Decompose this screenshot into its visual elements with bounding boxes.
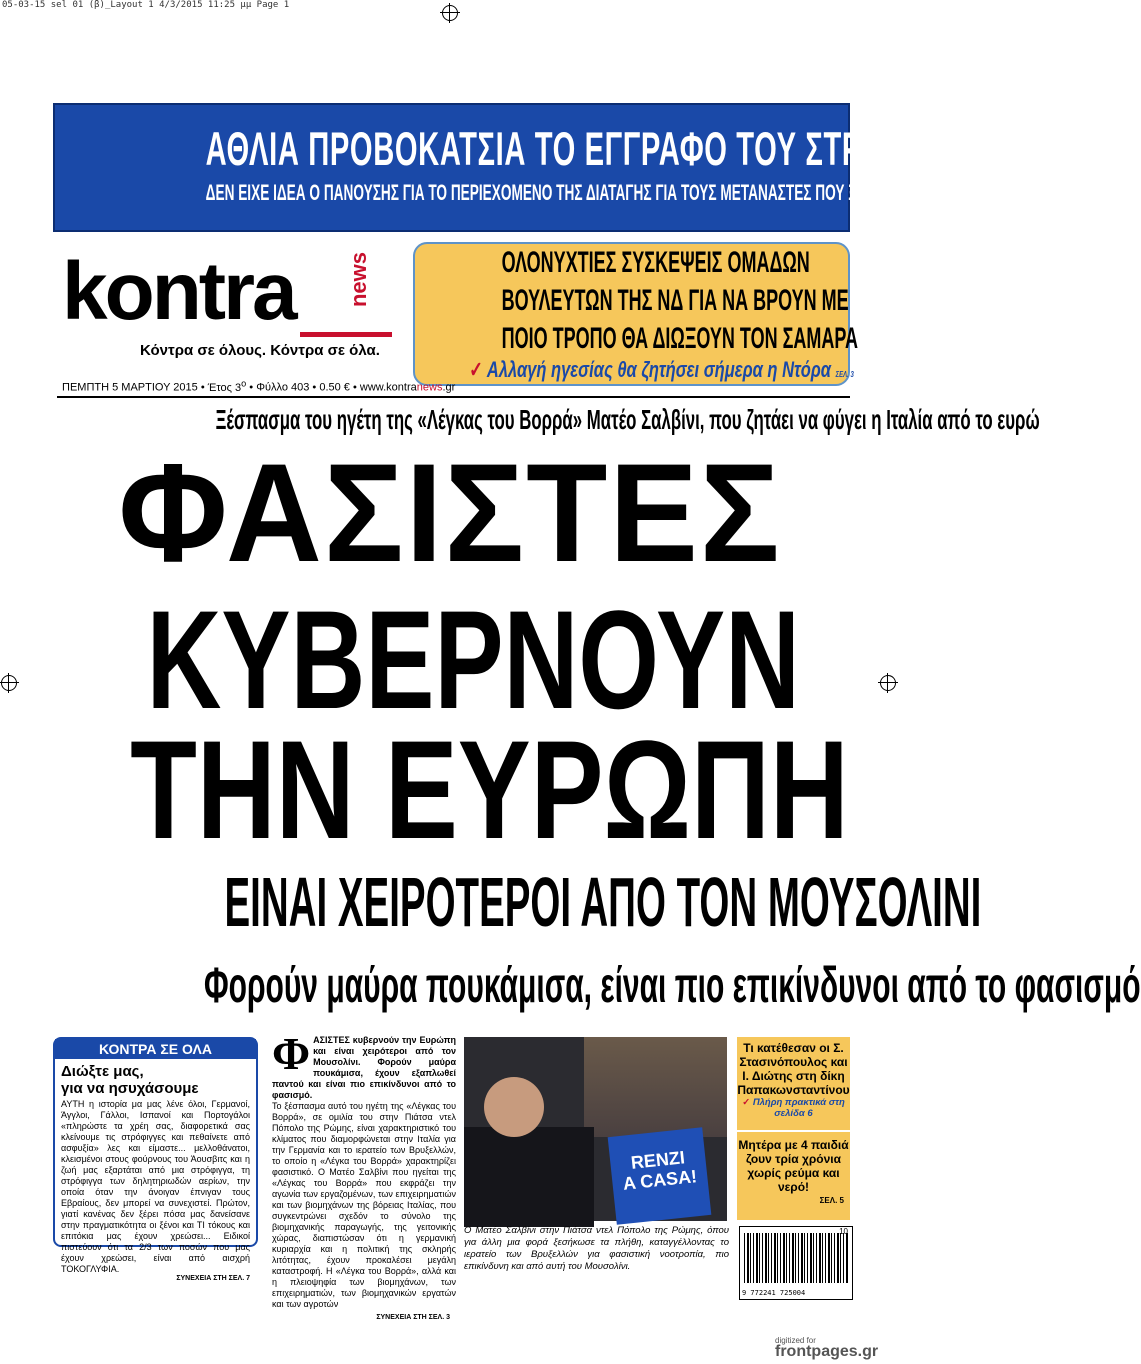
main-kicker: Ξέσπασμα του ηγέτη της «Λέγκας του Βορρά» Ματέο Σαλβίνι, που ζητάει να φύγει η Ιταλία από το ευρώ bbox=[215, 404, 1040, 435]
photo-speaker-head bbox=[484, 1077, 544, 1137]
side-teaser-sub: ✓ Πλήρη πρακτικά στη σελίδα 6 bbox=[742, 1097, 845, 1119]
photo-caption: Ο Ματέο Σαλβίνι στην Πιάτσα ντελ Πόπολο της Ρώμης, όπου για άλλη μια φορά ξεσήκωσε τα πλήθη, καταγγέλλοντας το ιερατείο των Βρυξελλών για φασιστική νοοτροπία, πιο επικίνδυνη και από αυτή του Μουσολίνι. bbox=[464, 1225, 729, 1272]
barcode bbox=[739, 1226, 853, 1300]
opinion-continue: ΣΥΝΕΧΕΙΑ ΣΤΗ ΣΕΛ. 7 bbox=[176, 1275, 250, 1282]
main-headline-line: ΚΥΒΕΡΝΟΥΝ bbox=[146, 581, 800, 738]
teaser-line: ΟΛΟΝΥΧΤΙΕΣ ΣΥΣΚΕΨΕΙΣ ΟΜΑΔΩΝ bbox=[501, 246, 810, 279]
main-article bbox=[272, 1028, 456, 1323]
side-teaser-text: Μητέρα με 4 παιδιά ζουν τρία χρόνια χωρίς ρεύμα και νερό! bbox=[738, 1138, 849, 1194]
article-photo bbox=[464, 1037, 727, 1221]
issue-date: ΠΕΜΠΤΗ 5 ΜΑΡΤΙΟΥ 2015 bbox=[62, 381, 198, 394]
teaser-box bbox=[413, 242, 859, 386]
opinion-title: Διώξτε μας, για να ησυχάσουμε bbox=[61, 1063, 199, 1097]
article-continue: ΣΥΝΕΧΕΙΑ ΣΤΗ ΣΕΛ. 3 bbox=[376, 1314, 450, 1321]
barcode-bars bbox=[744, 1233, 848, 1283]
side-teaser-page-ref: ΣΕΛ. 5 bbox=[819, 1196, 844, 1205]
issue-year: Έτος $3^o$ bbox=[207, 378, 247, 394]
side-teaser-trial bbox=[737, 1037, 850, 1130]
masthead-logo-suffix: news bbox=[346, 252, 371, 308]
masthead-logo: kontra bbox=[62, 246, 295, 337]
barcode-addon: 10 bbox=[839, 1227, 848, 1236]
dateline: ΠΕΜΠΤΗ 5 ΜΑΡΤΙΟΥ 2015 • Έτος $3^o$ • Φύλλο 403 • 0.50 € • www.kontranews.gr bbox=[62, 378, 456, 394]
main-subheadline: ΕΙΝΑΙ ΧΕΙΡΟΤΕΡΟΙ ΑΠΟ ΤΟΝ ΜΟΥΣΟΛΙΝΙ bbox=[224, 863, 982, 941]
registration-mark-icon bbox=[1, 675, 17, 691]
side-teaser-mother bbox=[737, 1132, 850, 1220]
photo-speaker-body bbox=[464, 1127, 594, 1227]
divider bbox=[57, 396, 850, 398]
print-slug: 05-03-15 sel 01 (β)_Layout 1 4/3/2015 11:25 μμ Page 1 bbox=[2, 0, 290, 10]
drop-cap: Φ bbox=[272, 1028, 311, 1079]
source-watermark: frontpages.gr bbox=[775, 1343, 879, 1360]
issue-number: Φύλλο 403 bbox=[256, 381, 310, 394]
teaser-line: ΠΟΙΟ ΤΡΟΠΟ ΘΑ ΔΙΩΞΟΥΝ ΤΟΝ ΣΑΜΑΡΑ bbox=[501, 322, 859, 355]
article-body: Το ξέσπασμα αυτό του ηγέτη της «Λέγκας του Βορρά», σε ομιλία του στην Πιάτσα ντελ Πόπολο της Ρώμης, είναι χαρακτηριστικό του κλίματος που διαμορφώνεται στην Ιταλία για την Γερμανία και το ιερατείο των Βρυξελλών, το οποίο η «Λέγκα του Βορρά» χαρακτηρίζει φασιστικό. Ο Ματέο Σαλβίνι που ηγείται της «Λέγκας του Βορρά» που εκφράζει την αγωνία των εργαζομένων, των επιχειρηματιών και των βιομηχάνων της βόρειας Ιταλίας, που συγκεντρώνει σχεδόν το σύνολο της βιομηχανικής παραγωγής, της γειτονικής χώρας, διαπιστώσαν ότι η γερμανική κυριαρχία και η πολιτική της σκληρής λιτότητας, έχουν προκαλέσει μεγάλη καταστροφή. Η «Λέγκα του Βορρά», αλλά και η πλειοψηφία των βιομηχάνων, των επιχειρηματιών, των βιομηχανικών εργατών και των αγροτών bbox=[272, 1101, 456, 1309]
website[interactable]: www.kontranews.gr bbox=[359, 381, 456, 394]
banner-subhead: ΔΕΝ ΕΙΧΕ ΙΔΕΑ Ο ΠΑΝΟΥΣΗΣ ΓΙΑ ΤΟ ΠΕΡΙΕΧΟΜΕΝΟ ΤΗΣ ΔΙΑΤΑΓΗΣ ΓΙΑ ΤΟΥΣ ΜΕΤΑΝΑΣΤΕΣ ΠΟΥ ΞΕΣΗΚΩΣΕ ΘΥΕΛΛΑ bbox=[205, 180, 983, 205]
opinion-header: ΚΟΝΤΡΑ ΣΕ ΟΛΑ bbox=[55, 1039, 256, 1059]
top-banner bbox=[53, 103, 983, 232]
opinion-text: ΑΥΤΗ η ιστορία μα μας λένε όλοι, Γερμανοί, Άγγλοι, Γάλλοι, Ισπανοί και Πορτογάλοι «πληρώστε τα χρέη σας, διαφορετικά σας κλείνουμε τις στρόφιγγες και πεθαίνετε από ασφυξία» λες και είμαστε... μελλοθάνατοι, κλεισμένοι στους φούρνους του Άουσβιτς και η ζωή μας εξαρτάται από μια στρόφιγγα, τη στρόφιγγα των δηλητηριωδών αερίων, την οποία όταν την άνοιγαν έπνιγαν τους Εβραίους, δεν μπορεί να συνεχιστεί. Πρώτον, γιατί κανένας δεν ξέρει πόσα μας δανείσανε στην πραγματικότητα οι ξένοι και ΤΙ τόκους και επιτόκια μας έχουν χρεώσει... Ειδικοί πιστεύουν ότι τα 2/3 των ποσών που μας έχουν χρεώσει, είναι από αισχρή ΤΟΚΟΓΛΥΦΙΑ. bbox=[61, 1099, 250, 1274]
main-deck: Φορούν μαύρα πουκάμισα, είναι πιο επικίνδυνοι από το φασισμό bbox=[203, 957, 1141, 1013]
photo-podium-sign: RENZI A CASA! bbox=[608, 1127, 712, 1224]
teaser-page-ref: ΣΕΛ. 3 bbox=[835, 370, 854, 379]
registration-mark-icon bbox=[442, 5, 458, 21]
side-teaser-text: Τι κατέθεσαν οι Σ. Στασινόπουλος και Ι. Διώτης στη δίκη Παπακωνσταντίνου bbox=[737, 1041, 850, 1097]
masthead-tagline: Κόντρα σε όλους. Κόντρα σε όλα. bbox=[140, 342, 380, 359]
registration-mark-icon bbox=[880, 675, 896, 691]
teaser-line: ΒΟΥΛΕΥΤΩΝ ΤΗΣ ΝΔ ΓΙΑ ΝΑ ΒΡΟΥΝ ΜΕ bbox=[501, 284, 849, 317]
photo-crowd bbox=[584, 1037, 727, 1137]
teaser-subline bbox=[469, 357, 854, 387]
barcode-number: 9 772241 725004 bbox=[742, 1289, 806, 1297]
issue-price: 0.50 € bbox=[319, 381, 350, 394]
teaser-sub-text: Αλλαγή ηγεσίας θα ζητήσει σήμερα η Ντόρα bbox=[486, 357, 832, 382]
check-icon: ✓ bbox=[469, 357, 483, 382]
opinion-column bbox=[53, 1037, 258, 1282]
article-lead: ΑΣΙΣΤΕΣ κυβερνούν την Ευρώπη και είναι χειρότεροι από τον Μουσολίνι. Φορούν μαύρα πουκάμισα, έχουν εξαπλωθεί παντού και είναι πιο επικίνδυνοι από το φασισμό. bbox=[272, 1035, 456, 1100]
check-icon: ✓ bbox=[742, 1097, 751, 1108]
digitized-label: digitized for bbox=[775, 1336, 816, 1345]
main-headline-line: ΤΗΝ ΕΥΡΩΠΗ bbox=[130, 711, 849, 868]
logo-underline bbox=[300, 332, 392, 337]
banner-headline: ΑΘΛΙΑ ΠΡΟΒΟΚΑΤΣΙΑ ΤΟ ΕΓΓΡΑΦΟ ΤΟΥ ΣΤΡΑΤΗΓΟΥ bbox=[205, 122, 980, 175]
main-headline-line: ΦΑΣΙΣΤΕΣ bbox=[118, 434, 782, 591]
